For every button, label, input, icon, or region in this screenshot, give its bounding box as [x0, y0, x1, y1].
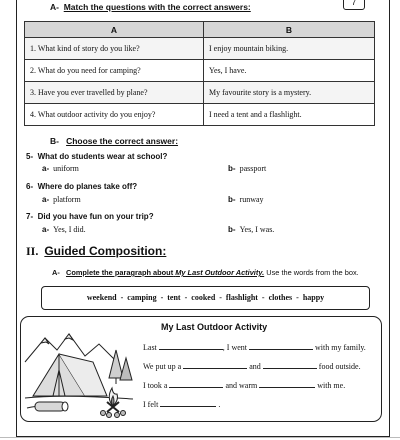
option-b-label: b- — [228, 225, 236, 234]
table-header-row — [25, 22, 375, 38]
option-b-text: runway — [239, 195, 264, 204]
question-7 — [26, 212, 154, 221]
option-b-text: Yes, I was. — [239, 225, 275, 234]
paragraph-line-4 — [143, 398, 220, 409]
option-b[interactable] — [228, 195, 264, 204]
instruction-bold-text: Complete the paragraph about — [65, 268, 174, 277]
answer-blank[interactable] — [259, 379, 315, 388]
composition-instruction — [52, 268, 359, 277]
paragraph-line-3 — [143, 379, 345, 390]
word-bank-box: weekend - camping - tent - cooked - flashlight - clothes - happy — [41, 286, 370, 310]
option-b[interactable] — [228, 225, 274, 234]
question-number: 5- — [26, 152, 34, 161]
option-a[interactable] — [42, 195, 81, 204]
paragraph-line-2 — [143, 360, 361, 371]
option-a-label: a- — [42, 195, 50, 204]
matching-table — [24, 21, 375, 126]
section-b-label: B- — [50, 136, 59, 146]
line-text: and warm — [225, 381, 258, 390]
option-a-text: platform — [53, 195, 81, 204]
question-text: Did you have fun on your trip? — [37, 212, 154, 221]
section-a-heading — [50, 2, 251, 12]
answer-blank[interactable] — [263, 360, 317, 369]
line-text: We put up a — [143, 362, 182, 371]
camping-illustration — [23, 328, 135, 418]
question-cell: 3. Have you ever travelled by plane? — [25, 82, 204, 104]
line-text: and — [249, 362, 261, 371]
line-text: I took a — [143, 381, 168, 390]
line-text: , I went — [222, 343, 247, 352]
option-b-label: b- — [228, 164, 236, 173]
answer-blank[interactable] — [249, 341, 313, 350]
section-b-title: Choose the correct answer: — [66, 136, 179, 146]
option-b[interactable] — [228, 164, 266, 173]
question-number: 7- — [26, 212, 34, 221]
instruction-italic-text: My Last Outdoor Activity. — [175, 268, 265, 277]
option-a-text: uniform — [53, 164, 79, 173]
answer-cell: Yes, I have. — [204, 60, 375, 82]
line-text: . — [218, 400, 221, 409]
option-b-label: b- — [228, 195, 236, 204]
table-row — [25, 60, 375, 82]
page-bottom-rule — [0, 437, 400, 438]
answer-cell: My favourite story is a mystery. — [204, 82, 375, 104]
line-text: Last — [143, 343, 157, 352]
line-text: with me. — [317, 381, 346, 390]
section-a-label: A- — [50, 2, 59, 12]
answer-cell: I enjoy mountain biking. — [204, 38, 375, 60]
question-cell: 2. What do you need for camping? — [25, 60, 204, 82]
paragraph-title: My Last Outdoor Activity — [161, 322, 268, 332]
question-number: 6- — [26, 182, 34, 191]
section-ii-number: II. — [26, 244, 39, 258]
table-row — [25, 38, 375, 60]
question-cell: 1. What kind of story do you like? — [25, 38, 204, 60]
instruction-label: A- — [52, 268, 60, 277]
question-6 — [26, 182, 137, 191]
option-a-label: a- — [42, 225, 50, 234]
answer-blank[interactable] — [159, 341, 223, 350]
option-b-text: passport — [239, 164, 267, 173]
question-text: What do students wear at school? — [37, 152, 168, 161]
question-text: Where do planes take off? — [37, 182, 138, 191]
answer-blank[interactable] — [160, 398, 216, 407]
answer-cell: I need a tent and a flashlight. — [204, 104, 375, 126]
score-box: 7 — [343, 0, 365, 10]
line-text: with my family. — [315, 343, 366, 352]
line-text: food outside. — [318, 362, 361, 371]
option-a[interactable] — [42, 164, 79, 173]
column-a-header: A — [25, 22, 204, 38]
table-row — [25, 82, 375, 104]
option-a[interactable] — [42, 225, 86, 234]
section-a-title: Match the questions with the correct answers: — [63, 2, 251, 12]
section-ii-title: Guided Composition: — [44, 244, 167, 258]
section-ii-heading — [26, 244, 166, 259]
table-row — [25, 104, 375, 126]
column-b-header: B — [204, 22, 375, 38]
question-5 — [26, 152, 167, 161]
question-cell: 4. What outdoor activity do you enjoy? — [25, 104, 204, 126]
instruction-rest-text: Use the words from the box. — [266, 268, 359, 277]
answer-blank[interactable] — [169, 379, 223, 388]
option-a-text: Yes, I did. — [53, 225, 86, 234]
paragraph-line-1 — [143, 341, 366, 352]
section-b-heading — [50, 136, 178, 146]
answer-blank[interactable] — [183, 360, 247, 369]
line-text: I felt — [143, 400, 159, 409]
option-a-label: a- — [42, 164, 50, 173]
